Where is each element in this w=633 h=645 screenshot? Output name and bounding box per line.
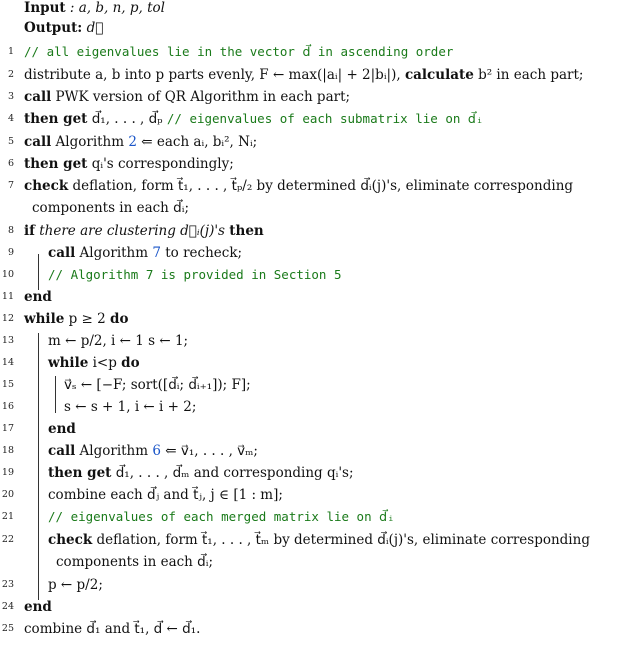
line-text xyxy=(48,506,395,528)
line-number: 9 xyxy=(7,247,14,258)
line-text xyxy=(48,330,188,352)
algorithm-line xyxy=(0,175,633,197)
line-number: 4 xyxy=(7,113,14,124)
line-text xyxy=(32,197,189,219)
line-number: 24 xyxy=(1,601,14,612)
keyword: check xyxy=(24,178,69,194)
algorithm-ref-link[interactable]: 6 xyxy=(152,443,161,459)
algorithm-ref-link[interactable]: 7 xyxy=(152,245,161,261)
input-header xyxy=(24,0,165,16)
line-text xyxy=(48,440,258,462)
algorithm-line xyxy=(0,131,633,153)
keyword: then get xyxy=(48,465,112,481)
text-segment: p ≥ 2 xyxy=(64,311,111,327)
text-segment: i<p xyxy=(88,355,122,371)
keyword: do xyxy=(121,355,140,371)
line-text xyxy=(24,108,483,130)
line-text xyxy=(64,396,196,418)
output-label: Output: xyxy=(24,20,83,36)
inner-while-block-rule xyxy=(55,376,56,413)
line-number: 2 xyxy=(7,69,14,80)
algorithm-line xyxy=(0,108,633,130)
algorithm-line xyxy=(0,308,633,330)
algorithm-line xyxy=(0,41,633,63)
algorithm-line xyxy=(0,462,633,484)
text-segment: PWK version of QR Algorithm in each part; xyxy=(51,89,351,105)
algorithm-line xyxy=(0,242,633,264)
line-text xyxy=(24,153,234,175)
line-text xyxy=(24,131,257,153)
output-header xyxy=(24,20,103,36)
comment: // eigenvalues of each merged matrix lie on d⃗ᵢ xyxy=(48,509,395,524)
line-text xyxy=(24,175,573,197)
keyword: end xyxy=(24,289,52,305)
text-segment: Algorithm xyxy=(75,245,153,261)
keyword: then xyxy=(229,223,264,239)
line-number: 7 xyxy=(7,180,14,191)
line-number: 20 xyxy=(1,489,14,500)
algorithm-line xyxy=(0,352,633,374)
text-segment: s ← s + 1, i ← i + 2; xyxy=(64,399,197,415)
keyword: call xyxy=(48,443,76,459)
line-text xyxy=(24,41,453,63)
text-segment: deflation, form t⃗₁, . . . , t⃗ₚ/₂ by determined d⃗ᵢ(j)'s, eliminate corresponding xyxy=(68,178,574,194)
text-segment: Algorithm xyxy=(51,134,129,150)
text-segment: qᵢ's correspondingly; xyxy=(87,156,234,172)
algorithm-line xyxy=(0,264,633,286)
text-segment: deflation, form t⃗₁, . . . , t⃗ₘ by determined d⃗ᵢ(j)'s, eliminate corresponding xyxy=(92,532,590,548)
keyword: then get xyxy=(24,156,88,172)
keyword: then get xyxy=(24,111,88,127)
line-number: 5 xyxy=(7,136,14,147)
line-text xyxy=(24,618,200,640)
text-segment: d⃗₁, . . . , d⃗ₘ and corresponding qᵢ's; xyxy=(111,465,354,481)
italic-text: there are clustering d⃗ᵢ(j)'s xyxy=(34,223,230,239)
line-text xyxy=(48,242,242,264)
comment: // all eigenvalues lie in the vector d⃗ in ascending order xyxy=(24,44,454,59)
algorithm-line xyxy=(0,286,633,308)
algorithm-line xyxy=(0,64,633,86)
line-text xyxy=(24,64,583,86)
text-segment: v⃗ₛ ← [−F; sort([d⃗ᵢ; d⃗ᵢ₊₁]); F]; xyxy=(64,377,251,393)
text-segment: Algorithm xyxy=(75,443,153,459)
algorithm-line xyxy=(0,197,633,219)
algorithm-line xyxy=(0,396,633,418)
input-label: Input xyxy=(24,0,66,16)
line-number: 16 xyxy=(1,401,14,412)
text-segment: combine d⃗₁ and t⃗₁, d⃗ ← d⃗₁. xyxy=(24,621,201,637)
line-text xyxy=(48,574,103,596)
line-text xyxy=(48,418,76,440)
line-number: 23 xyxy=(1,579,14,590)
keyword: while xyxy=(48,355,89,371)
keyword: if xyxy=(24,223,35,239)
line-text xyxy=(48,264,342,286)
line-text xyxy=(24,220,264,242)
text-segment: distribute a, b into p parts evenly, F ← max(|aᵢ| + 2|bᵢ|), xyxy=(24,67,405,83)
line-number: 3 xyxy=(7,91,14,102)
text-segment: m ← p/2, i ← 1 s ← 1; xyxy=(48,333,189,349)
keyword: end xyxy=(24,599,52,615)
text-segment: b² in each part; xyxy=(473,67,584,83)
algorithm-line xyxy=(0,418,633,440)
line-number: 6 xyxy=(7,158,14,169)
line-text xyxy=(24,86,350,108)
line-number: 1 xyxy=(7,46,14,57)
line-number: 19 xyxy=(1,467,14,478)
algorithm-line xyxy=(0,574,633,596)
line-number: 15 xyxy=(1,379,14,390)
if-block-rule xyxy=(38,254,39,290)
output-value: d⃗ xyxy=(86,20,104,36)
line-number: 12 xyxy=(1,313,14,324)
comment: // Algorithm 7 is provided in Section 5 xyxy=(48,267,342,282)
line-number: 21 xyxy=(1,511,14,522)
line-number: 13 xyxy=(1,335,14,346)
algorithm-line xyxy=(0,596,633,618)
input-value: : a, b, n, p, tol xyxy=(69,0,165,16)
algorithm-line xyxy=(0,506,633,528)
while-block-rule xyxy=(38,333,39,600)
text-segment: combine each d⃗ⱼ and t⃗ⱼ, j ∈ [1 : m]; xyxy=(48,487,283,503)
algorithm-line xyxy=(0,618,633,640)
text-segment: p ← p/2; xyxy=(48,577,103,593)
line-text xyxy=(24,308,128,330)
line-text xyxy=(48,529,590,551)
line-text xyxy=(48,462,354,484)
line-text xyxy=(48,352,140,374)
keyword: call xyxy=(48,245,76,261)
algorithm-line xyxy=(0,153,633,175)
line-number: 14 xyxy=(1,357,14,368)
line-number: 8 xyxy=(7,225,14,236)
algorithm-line xyxy=(0,220,633,242)
line-number: 17 xyxy=(1,423,14,434)
keyword: do xyxy=(110,311,129,327)
algorithm-line xyxy=(0,551,633,573)
text-segment: to recheck; xyxy=(160,245,243,261)
line-number: 11 xyxy=(1,291,14,302)
keyword: calculate xyxy=(404,67,474,83)
text-segment: ⇐ each aᵢ, bᵢ², Nᵢ; xyxy=(136,134,258,150)
text-segment: ⇐ v⃗₁, . . . , v⃗ₘ; xyxy=(160,443,258,459)
algorithm-line xyxy=(0,529,633,551)
keyword: while xyxy=(24,311,65,327)
keyword: call xyxy=(24,89,52,105)
keyword: call xyxy=(24,134,52,150)
comment: // eigenvalues of each submatrix lie on d⃗ᵢ xyxy=(166,111,484,126)
text-segment: d⃗₁, . . . , d⃗ₚ xyxy=(87,111,167,127)
text-segment: components in each d⃗ᵢ; xyxy=(32,200,190,216)
algorithm-line xyxy=(0,330,633,352)
line-number: 10 xyxy=(1,269,14,280)
line-text xyxy=(56,551,213,573)
algorithm-line xyxy=(0,440,633,462)
algorithm-ref-link[interactable]: 2 xyxy=(128,134,137,150)
algorithm-line xyxy=(0,484,633,506)
algorithm-line xyxy=(0,86,633,108)
line-text xyxy=(64,374,251,396)
line-number: 18 xyxy=(1,445,14,456)
line-text xyxy=(48,484,283,506)
text-segment: components in each d⃗ᵢ; xyxy=(56,554,214,570)
keyword: check xyxy=(48,532,93,548)
keyword: end xyxy=(48,421,76,437)
line-number: 25 xyxy=(1,623,14,634)
algorithm-line xyxy=(0,374,633,396)
line-number: 22 xyxy=(1,534,14,545)
